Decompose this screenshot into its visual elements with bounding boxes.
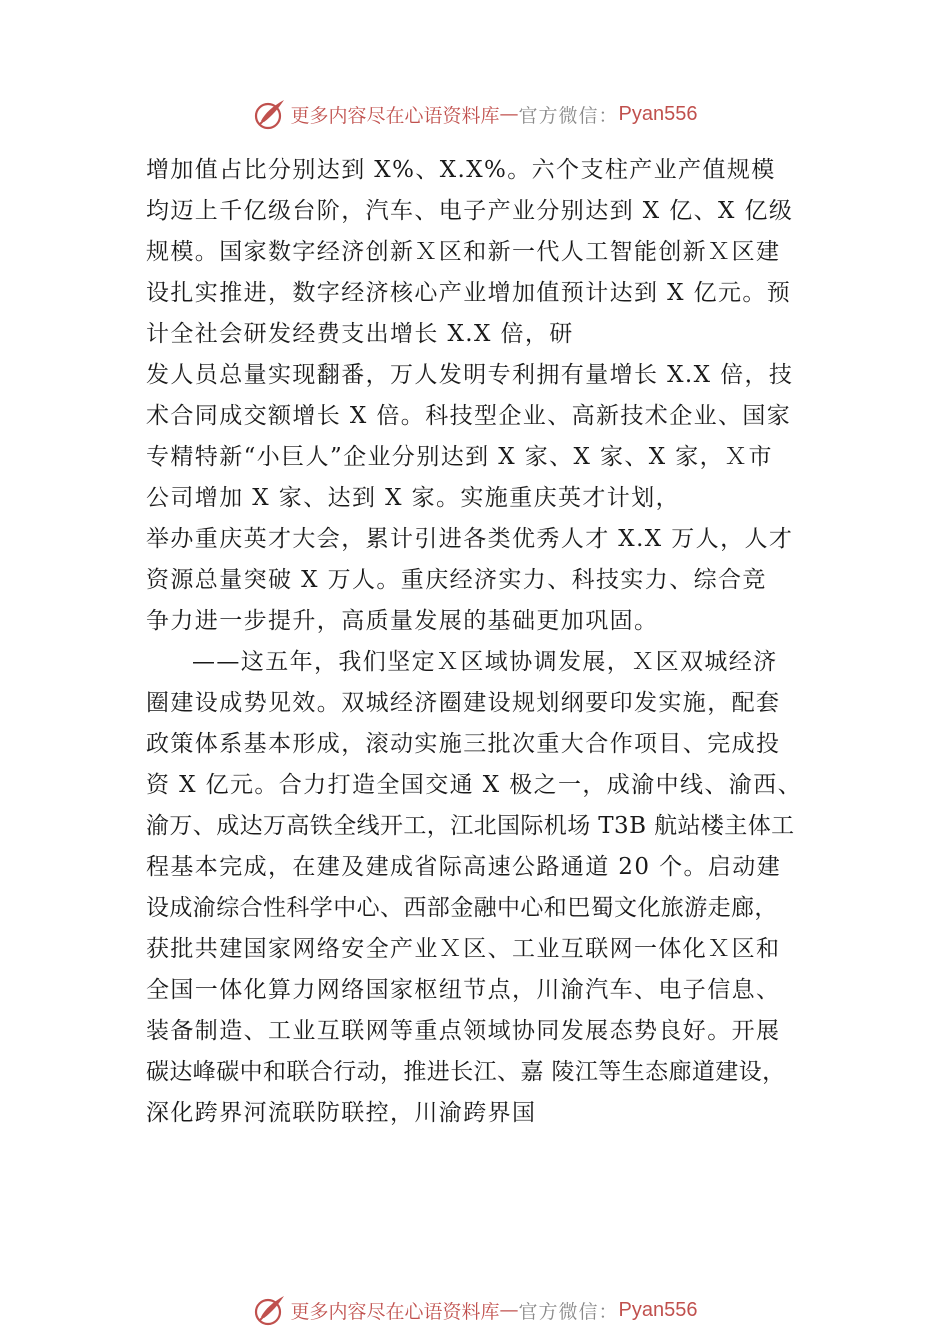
text-line: 圈建设成势见效。双城经济圈建设规划纲要印发实施，配套 xyxy=(146,690,781,716)
banner-dash: — xyxy=(499,103,519,125)
text-line: 公司增加 X 家、达到 X 家。实施重庆英才计划， xyxy=(146,485,680,511)
text-line: 发人员总量实现翻番，万人发明专利拥有量增长 X.X 倍，技 xyxy=(146,362,794,388)
footer-banner xyxy=(0,1290,950,1330)
banner-wechat-id: Pyan556 xyxy=(618,102,698,125)
text-line: 设成渝综合性科学中心、西部金融中心和巴蜀文化旅游走廊， xyxy=(146,895,778,921)
text-line: 规模。国家数字经济创新Ｘ区和新一代人工智能创新Ｘ区建 xyxy=(146,239,781,265)
banner-wechat-label: 官方微信： xyxy=(518,104,619,127)
text-line: 术合同成交额增长 X 倍。科技型企业、高新技术企业、国家 xyxy=(146,403,792,429)
banner-dash: — xyxy=(499,1299,519,1321)
text-line: 深化跨界河流联防联控，川渝跨界国 xyxy=(146,1100,537,1126)
text-line: 程基本完成，在建及建成省际高速公路通道 20 个。启动建 xyxy=(146,854,782,880)
text-line: 渝万、成达万高铁全线开工，江北国际机场 T3B 航站楼主体工 xyxy=(146,813,795,839)
text-line: 争力进一步提升，高质量发展的基础更加巩固。 xyxy=(146,608,659,634)
text-line: 资 X 亿元。合力打造全国交通 X 极之一，成渝中线、渝西、 xyxy=(146,772,802,798)
banner-main-text: 更多内容尽在心语资料库 xyxy=(290,1300,500,1323)
text-line: 均迈上千亿级台阶，汽车、电子产业分别达到 X 亿、X 亿级 xyxy=(146,198,794,224)
text-line: ——这五年，我们坚定Ｘ区域协调发展，Ｘ区双城经济 xyxy=(192,649,778,675)
text-line: 装备制造、工业互联网等重点领域协同发展态势良好。开展 xyxy=(146,1018,781,1044)
document-body xyxy=(146,150,816,1134)
text-line: 政策体系基本形成，滚动实施三批次重大合作项目、完成投 xyxy=(146,731,781,757)
text-line: 计全社会研发经费支出增长 X.X 倍，研 xyxy=(146,321,574,347)
text-line: 设扎实推进，数字经济核心产业增加值预计达到 X 亿元。预 xyxy=(146,280,792,306)
text-line: 举办重庆英才大会，累计引进各类优秀人才 X.X 万人，人才 xyxy=(146,526,794,552)
text-line: 增加值占比分别达到 X%、X.X%。六个支柱产业产值规模 xyxy=(146,157,776,183)
banner-main-text: 更多内容尽在心语资料库 xyxy=(290,104,500,127)
text-line: 全国一体化算力网络国家枢纽节点，川渝汽车、电子信息、 xyxy=(146,977,781,1003)
quill-logo-icon xyxy=(253,97,287,131)
text-line: 专精特新“小巨人”企业分别达到 X 家、X 家、X 家，Ｘ市 xyxy=(146,444,773,470)
text-line: 资源总量突破 X 万人。重庆经济实力、科技实力、综合竞 xyxy=(146,567,767,593)
header-banner xyxy=(0,94,950,134)
text-line: 获批共建国家网络安全产业Ｘ区、工业互联网一体化Ｘ区和 xyxy=(146,936,781,962)
quill-logo-icon xyxy=(253,1293,287,1327)
text-line: 碳达峰碳中和联合行动，推进长江、嘉 陵江等生态廊道建设， xyxy=(146,1059,786,1085)
banner-wechat-label: 官方微信： xyxy=(518,1300,619,1323)
banner-wechat-id: Pyan556 xyxy=(618,1298,698,1321)
